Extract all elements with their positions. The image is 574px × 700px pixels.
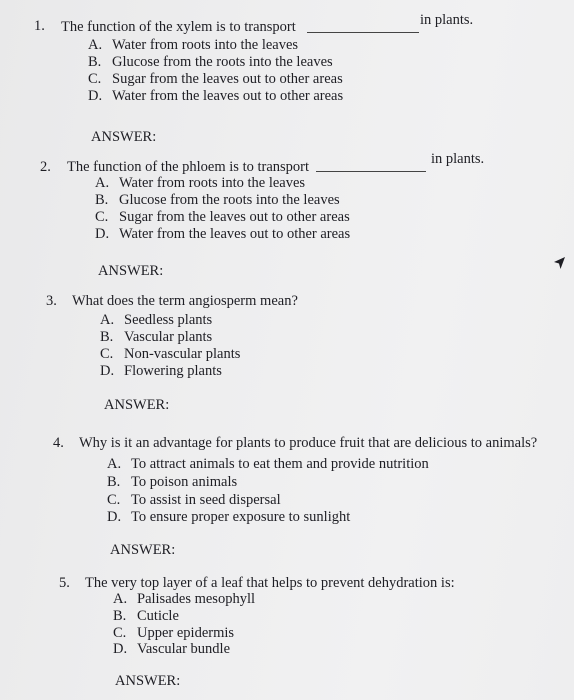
option-b: [107, 474, 237, 491]
option-c: [113, 625, 234, 642]
option-text: Palisades mesophyll: [137, 591, 256, 607]
option-text: To ensure proper exposure to sunlight: [131, 509, 351, 525]
option-text: Flowering plants: [124, 363, 222, 379]
option-letter: C.: [113, 625, 127, 641]
option-letter: C.: [100, 346, 114, 362]
answer-label: ANSWER:: [104, 397, 170, 413]
option-letter: C.: [95, 209, 109, 225]
option-text: Water from the leaves out to other areas: [119, 226, 351, 242]
option-letter: A.: [100, 312, 115, 328]
option-letter: D.: [113, 641, 128, 657]
option-letter: B.: [88, 54, 102, 70]
option-text: Seedless plants: [124, 312, 213, 328]
option-letter: A.: [95, 175, 110, 191]
option-text: To attract animals to eat them and provide nutrition: [131, 456, 429, 472]
option-text: To assist in seed dispersal: [131, 492, 281, 508]
option-text: Sugar from the leaves out to other areas: [119, 209, 350, 225]
option-a: [107, 456, 429, 473]
option-b: [100, 329, 212, 346]
answer-label: ANSWER:: [110, 542, 176, 558]
question-number: 3.: [46, 293, 57, 309]
answer-label: ANSWER:: [91, 129, 157, 145]
question-number: 2.: [40, 159, 51, 175]
option-text: Non-vascular plants: [124, 346, 241, 362]
option-a: [113, 591, 255, 608]
option-letter: A.: [107, 456, 122, 472]
option-letter: D.: [95, 226, 110, 242]
option-letter: B.: [113, 608, 127, 624]
mouse-pointer-icon: [552, 256, 566, 270]
option-b: [95, 192, 340, 209]
option-text: To poison animals: [131, 474, 238, 490]
answer-blank-line: [307, 32, 419, 33]
option-letter: C.: [88, 71, 102, 87]
option-letter: A.: [88, 37, 103, 53]
option-d: [113, 641, 230, 658]
option-letter: D.: [107, 509, 122, 525]
option-text: Water from roots into the leaves: [119, 175, 306, 191]
option-text: Cuticle: [137, 608, 179, 624]
option-c: [107, 492, 281, 509]
option-text: Upper epidermis: [137, 625, 235, 641]
option-d: [88, 88, 343, 105]
answer-label: ANSWER:: [115, 673, 181, 689]
question-suffix: in plants.: [420, 12, 474, 28]
question-stem: The function of the xylem is to transport: [61, 19, 296, 35]
option-d: [100, 363, 222, 380]
option-letter: A.: [113, 591, 128, 607]
option-text: Water from roots into the leaves: [112, 37, 299, 53]
option-letter: D.: [88, 88, 103, 104]
question-stem: The function of the phloem is to transport: [67, 159, 310, 175]
option-a: [88, 37, 298, 54]
option-c: [95, 209, 350, 226]
option-c: [88, 71, 343, 88]
question-stem: The very top layer of a leaf that helps to prevent dehydration is:: [85, 575, 455, 591]
option-letter: B.: [100, 329, 114, 345]
question-stem: Why is it an advantage for plants to produce fruit that are delicious to animals?: [79, 435, 538, 451]
question-stem: What does the term angiosperm mean?: [72, 293, 298, 309]
answer-label: ANSWER:: [98, 263, 164, 279]
question-number: 4.: [53, 435, 64, 451]
option-a: [95, 175, 305, 192]
option-c: [100, 346, 240, 363]
option-letter: D.: [100, 363, 115, 379]
option-letter: C.: [107, 492, 121, 508]
option-b: [113, 608, 179, 625]
answer-blank-line: [316, 171, 426, 172]
option-letter: B.: [107, 474, 121, 490]
option-text: Vascular bundle: [137, 641, 231, 657]
question-number: 1.: [34, 18, 45, 34]
option-d: [107, 509, 350, 526]
option-text: Sugar from the leaves out to other areas: [112, 71, 343, 87]
question-suffix: in plants.: [431, 151, 485, 167]
option-text: Glucose from the roots into the leaves: [112, 54, 333, 70]
option-text: Vascular plants: [124, 329, 213, 345]
option-d: [95, 226, 350, 243]
option-a: [100, 312, 212, 329]
option-text: Water from the leaves out to other areas: [112, 88, 344, 104]
option-b: [88, 54, 333, 71]
option-text: Glucose from the roots into the leaves: [119, 192, 340, 208]
option-letter: B.: [95, 192, 109, 208]
question-number: 5.: [59, 575, 70, 591]
